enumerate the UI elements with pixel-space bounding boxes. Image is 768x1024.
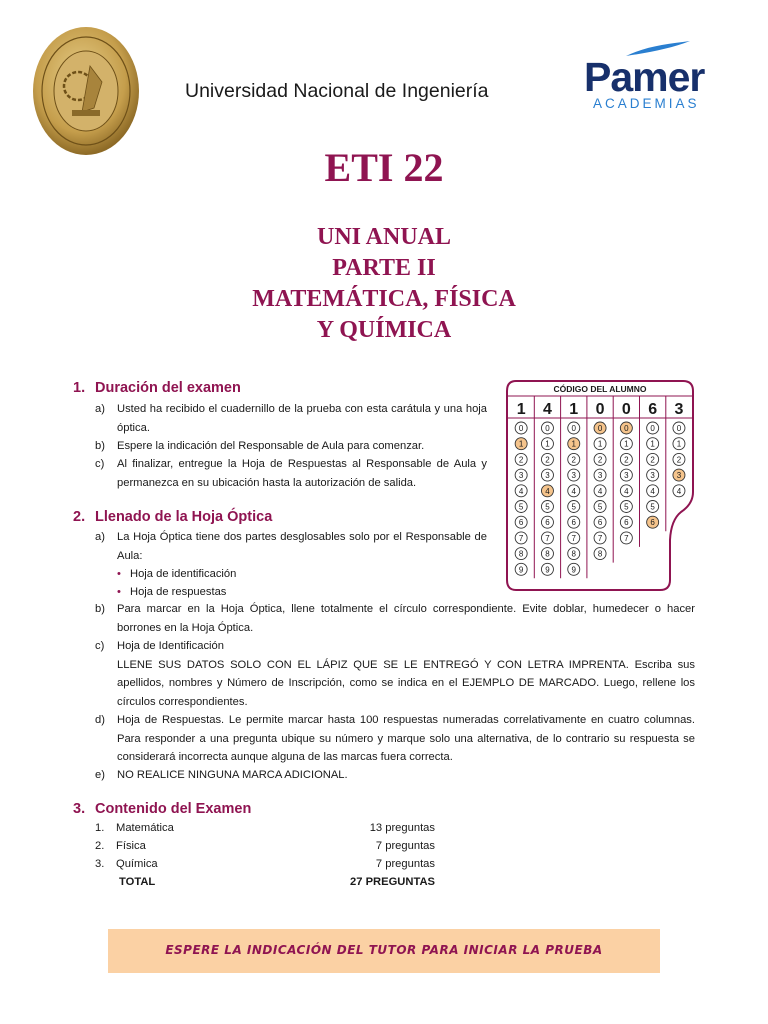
bullet-text: Hoja de respuestas: [130, 586, 227, 598]
code-bubble-number: 3: [650, 471, 655, 481]
item-text: Hoja de Respuestas. Le permite marcar hasta 100 respuestas numeradas correlativamente en cuatro columnas. Para responder a una pregunta ubique su número y marque solo una alternativa, de lo contrario su respuesta se considerará incorrecta aunque alguna de las marcas fuera correcta.: [117, 714, 695, 763]
item-text: LLENE SUS DATOS SOLO CON EL LÁPIZ QUE SE LE ENTREGÓ Y CON LETRA IMPRENTA. Escriba sus apellidos, nombres y Número de Inscripción, como se indica en el EJEMPLO DE MARCADO. Luego, rellene los círculos correspondientes.: [117, 658, 695, 708]
code-bubble-number: 2: [676, 455, 682, 465]
code-bubble-number: 6: [624, 518, 629, 528]
code-bubble-number: 0: [624, 424, 629, 433]
code-bubble-number: 9: [518, 565, 524, 575]
code-digit: 4: [542, 401, 552, 418]
code-bubble-number: 6: [597, 518, 603, 528]
item-label: b): [95, 603, 105, 615]
item-text: Espere la indicación del Responsable de Aula para comenzar.: [117, 440, 425, 452]
code-bubble-number: 7: [571, 533, 576, 543]
item-text: Para marcar en la Hoja Óptica, llene totalmente el círculo correspondiente. Evite doblar, humedecer o hacer borrones en la Hoja Óptica.: [117, 603, 695, 634]
item-label: a): [95, 403, 105, 415]
code-bubble-number: 4: [518, 486, 524, 496]
code-bubble-number: 5: [650, 502, 655, 512]
content-row: [95, 858, 435, 876]
section-number: 2.: [73, 509, 86, 525]
list-item: [95, 637, 695, 711]
code-digit: 0: [621, 401, 631, 418]
subtitle-line: UNI ANUAL: [316, 224, 451, 250]
code-label: CÓDIGO DEL ALUMNO: [553, 384, 647, 394]
code-bubble-number: 4: [571, 486, 576, 496]
code-bubble-number: 9: [571, 565, 576, 575]
section-title: Contenido del Examen: [95, 801, 252, 817]
total-row: [119, 876, 435, 888]
code-bubble-number: 2: [597, 455, 603, 465]
row-count: 7 preguntas: [375, 858, 435, 870]
section-heading-optical-sheet: [73, 509, 272, 525]
code-digit: 1: [516, 401, 526, 418]
code-digit: 1: [569, 401, 579, 418]
code-bubble-number: 3: [624, 471, 629, 481]
total-label: TOTAL: [119, 876, 156, 888]
row-subject: Física: [116, 840, 146, 852]
code-bubble-number: 5: [571, 502, 576, 512]
item-label: e): [95, 769, 105, 781]
total-count: 27 PREGUNTAS: [350, 876, 435, 888]
row-count: 13 preguntas: [369, 822, 435, 834]
code-bubble-number: 8: [571, 549, 576, 559]
list-item: [95, 528, 487, 565]
code-bubble-number: 1: [545, 439, 550, 449]
code-bubble-number: 0: [571, 424, 576, 433]
code-digit: 6: [648, 401, 658, 418]
list-item: [95, 437, 487, 455]
list-item: [95, 400, 487, 437]
code-bubble-number: 3: [571, 471, 576, 481]
item-text: Usted ha recibido el cuadernillo de la prueba con esta carátula y una hoja óptica.: [117, 403, 487, 434]
item-label: b): [95, 440, 105, 452]
code-bubble-number: 3: [518, 471, 524, 481]
student-code-grid: [506, 380, 696, 592]
code-bubble-number: 3: [676, 471, 682, 481]
section-heading-content: [73, 801, 251, 817]
exam-title: ETI 22: [324, 145, 444, 190]
code-bubble-number: 1: [650, 439, 655, 449]
code-bubble-number: 7: [597, 533, 603, 543]
item-label: a): [95, 531, 105, 543]
row-number: 2.: [95, 840, 105, 852]
subtitle-line: MATEMÁTICA, FÍSICA: [252, 286, 516, 312]
code-bubble-number: 5: [597, 502, 603, 512]
code-bubble-number: 2: [518, 455, 524, 465]
code-bubble-number: 5: [545, 502, 550, 512]
code-bubble-number: 4: [545, 486, 550, 496]
code-bubble-number: 7: [545, 533, 550, 543]
code-bubble-number: 1: [518, 439, 524, 449]
code-bubble-number: 9: [545, 565, 550, 575]
code-bubble-number: 6: [571, 518, 576, 528]
code-bubble-number: 6: [545, 518, 550, 528]
subtitle-line: Y QUÍMICA: [316, 317, 452, 343]
logo-subtitle: ACADEMIAS: [593, 96, 700, 111]
content-row: [95, 840, 435, 858]
section-number: 1.: [73, 380, 86, 396]
list-item: [95, 711, 695, 767]
code-bubble-number: 4: [597, 486, 603, 496]
row-subject: Matemática: [116, 822, 174, 834]
code-bubble-number: 0: [545, 424, 550, 433]
code-bubble-number: 7: [518, 533, 524, 543]
row-number: 3.: [95, 858, 105, 870]
code-bubble-number: 5: [624, 502, 629, 512]
code-bubble-number: 2: [545, 455, 550, 465]
item-text: NO REALICE NINGUNA MARCA ADICIONAL.: [117, 769, 348, 781]
pamer-logo: [584, 40, 724, 116]
subtitle-line: PARTE II: [332, 255, 436, 281]
section-heading-duration: [73, 380, 241, 396]
list-item: [95, 455, 487, 492]
code-bubble-number: 1: [676, 439, 682, 449]
item-label: d): [95, 714, 105, 726]
code-bubble-number: 4: [650, 486, 655, 496]
content-row: [95, 822, 435, 840]
code-bubble-number: 0: [676, 424, 682, 433]
code-bubble-number: 0: [597, 424, 603, 433]
bullet-icon: •: [117, 568, 121, 580]
code-bubble-number: 7: [624, 533, 629, 543]
code-bubble-number: 2: [650, 455, 655, 465]
code-bubble-number: 8: [545, 549, 550, 559]
code-bubble-number: 0: [518, 424, 524, 433]
list-item: [95, 600, 695, 637]
code-bubble-number: 4: [624, 486, 629, 496]
section-title: Duración del examen: [95, 380, 241, 396]
item-text: La Hoja Óptica tiene dos partes desglosables solo por el Responsable de Aula:: [117, 531, 487, 562]
code-bubble-number: 8: [518, 549, 524, 559]
instruction-banner: [108, 929, 660, 973]
row-count: 7 preguntas: [375, 840, 435, 852]
bullet-text: Hoja de identificación: [130, 568, 237, 580]
code-bubble-number: 6: [518, 518, 524, 528]
item-label: c): [95, 640, 105, 652]
code-bubble-number: 1: [624, 439, 629, 449]
code-bubble-number: 1: [571, 439, 576, 449]
item-title: Hoja de Identificación: [117, 640, 224, 652]
code-bubble-number: 0: [650, 424, 655, 433]
code-bubble-number: 2: [624, 455, 629, 465]
bullet-icon: •: [117, 586, 121, 598]
row-subject: Química: [116, 858, 158, 870]
list-item: [95, 766, 695, 784]
section-title: Llenado de la Hoja Óptica: [95, 509, 273, 525]
item-label: c): [95, 458, 105, 470]
code-digit: 0: [595, 401, 605, 418]
logo-word: Pamer: [584, 54, 705, 100]
item-text: Al finalizar, entregue la Hoja de Respuestas al Responsable de Aula y permanezca en su ubicación hasta la autorización de salida.: [117, 458, 487, 489]
code-bubble-number: 6: [650, 518, 655, 528]
code-bubble-number: 2: [571, 455, 576, 465]
code-bubble-number: 4: [676, 486, 682, 496]
university-name: Universidad Nacional de Ingeniería: [185, 80, 489, 102]
code-digit: 3: [674, 401, 684, 418]
code-bubble-number: 3: [545, 471, 550, 481]
exam-subtitle: [0, 222, 768, 346]
section-number: 3.: [73, 801, 86, 817]
code-bubble-number: 5: [518, 502, 524, 512]
university-seal-logo: [32, 26, 140, 156]
code-bubble-number: 3: [597, 471, 603, 481]
banner-text: ESPERE LA INDICACIÓN DEL TUTOR PARA INICIAR LA PRUEBA: [165, 943, 603, 957]
code-bubble-number: 1: [597, 439, 603, 449]
code-bubble-number: 8: [597, 549, 603, 559]
row-number: 1.: [95, 822, 105, 834]
